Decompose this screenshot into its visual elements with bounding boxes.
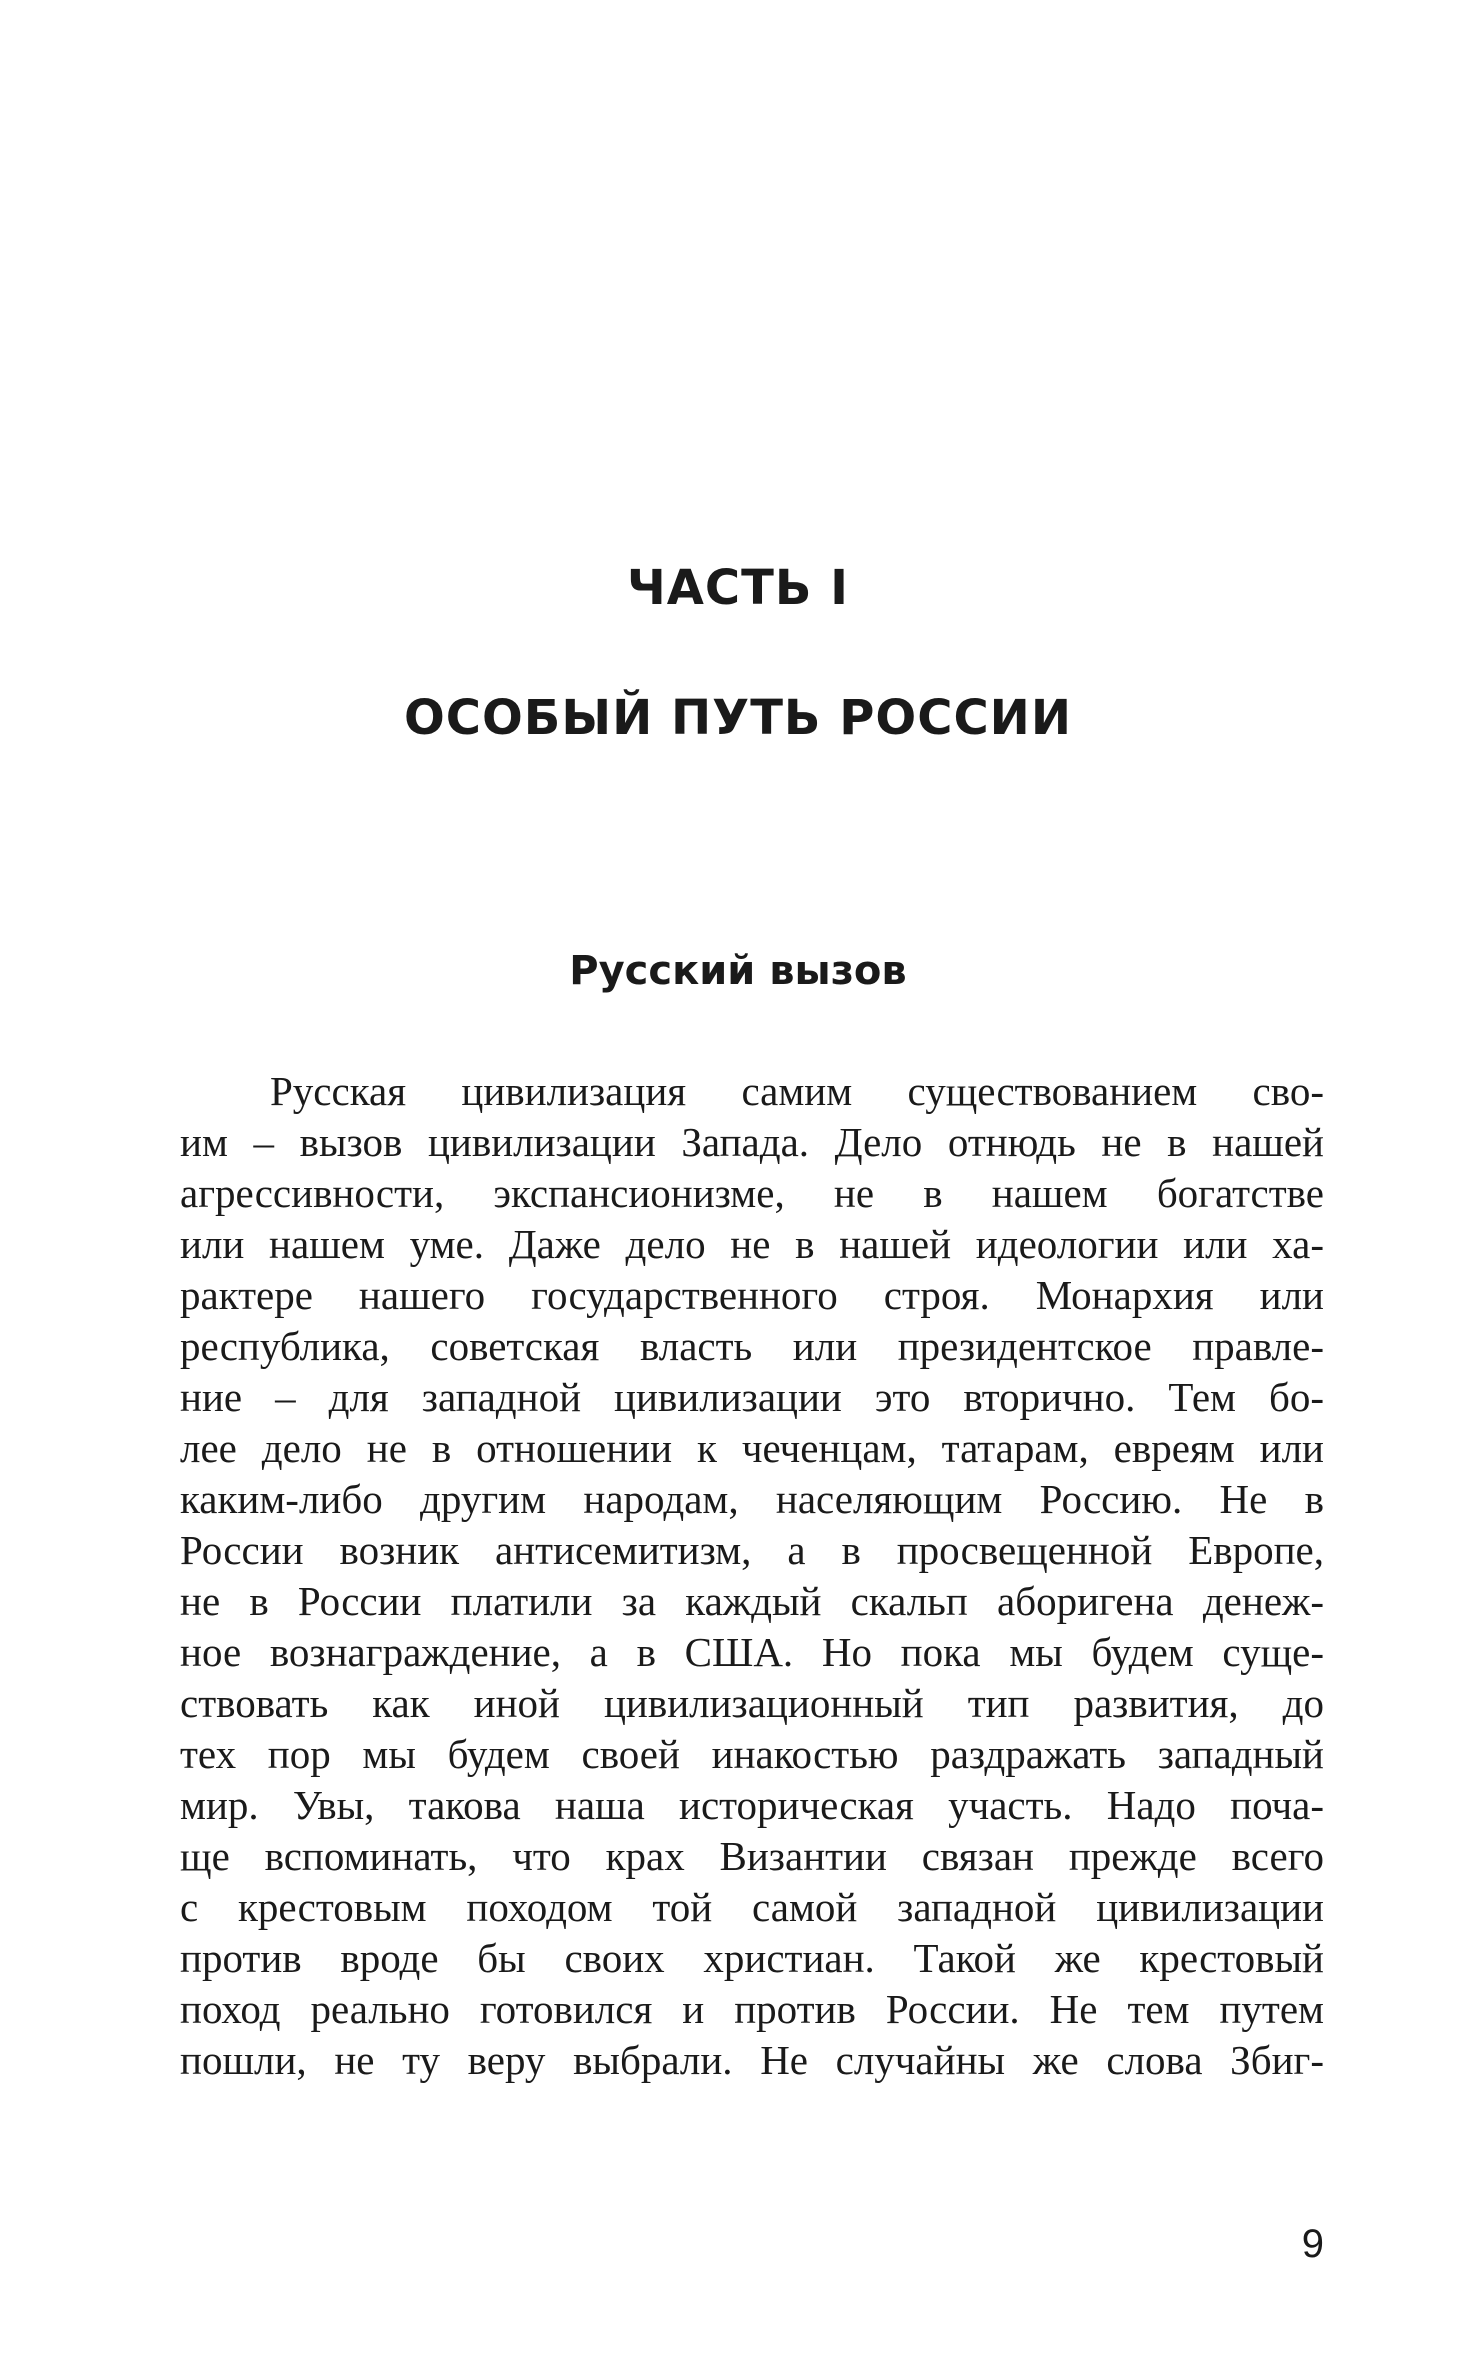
body-line: мир. Увы, такова наша историческая участь. Надо поча- [180,1782,1324,1828]
body-line: республика, советская власть или президентское правле- [180,1323,1324,1369]
body-line: Русская цивилизация самим существованием сво- [270,1068,1324,1114]
body-line: каким-либо другим народам, населяющим Россию. Не в [180,1476,1324,1522]
body-line: против вроде бы своих христиан. Такой же крестовый [180,1935,1324,1981]
body-line: ще вспоминать, что крах Византии связан прежде всего [180,1833,1324,1879]
body-line: с крестовым походом той самой западной цивилизации [180,1884,1324,1930]
body-line: рактере нашего государственного строя. Монархия или [180,1272,1324,1318]
part-title: ОСОБЫЙ ПУТЬ РОССИИ [403,690,1073,746]
body-line: России возник антисемитизм, а в просвещенной Европе, [180,1527,1324,1573]
body-line: пошли, не ту веру выбрали. Не случайны же слова Збиг- [180,2037,1324,2083]
body-line: ние – для западной цивилизации это вторично. Тем бо- [180,1374,1324,1420]
body-line: тех пор мы будем своей инакостью раздражать западный [180,1731,1324,1777]
body-line: не в России платили за каждый скальп аборигена денеж- [180,1578,1324,1624]
body-line: поход реально готовился и против России. Не тем путем [180,1986,1324,2032]
part-label: ЧАСТЬ I [626,560,850,616]
body-line: ное вознаграждение, а в США. Но пока мы будем суще- [180,1629,1324,1675]
body-paragraph [180,1066,1324,2086]
page-number: 9 [1301,2222,1324,2266]
body-line: агрессивности, экспансионизме, не в нашем богатстве [180,1170,1324,1216]
section-title: Русский вызов [569,948,907,994]
body-line: ствовать как иной цивилизационный тип развития, до [180,1680,1324,1726]
body-line: им – вызов цивилизации Запада. Дело отнюдь не в нашей [180,1119,1324,1165]
body-line: или нашем уме. Даже дело не в нашей идеологии или ха- [180,1221,1324,1267]
body-line: лее дело не в отношении к чеченцам, татарам, евреям или [180,1425,1324,1471]
